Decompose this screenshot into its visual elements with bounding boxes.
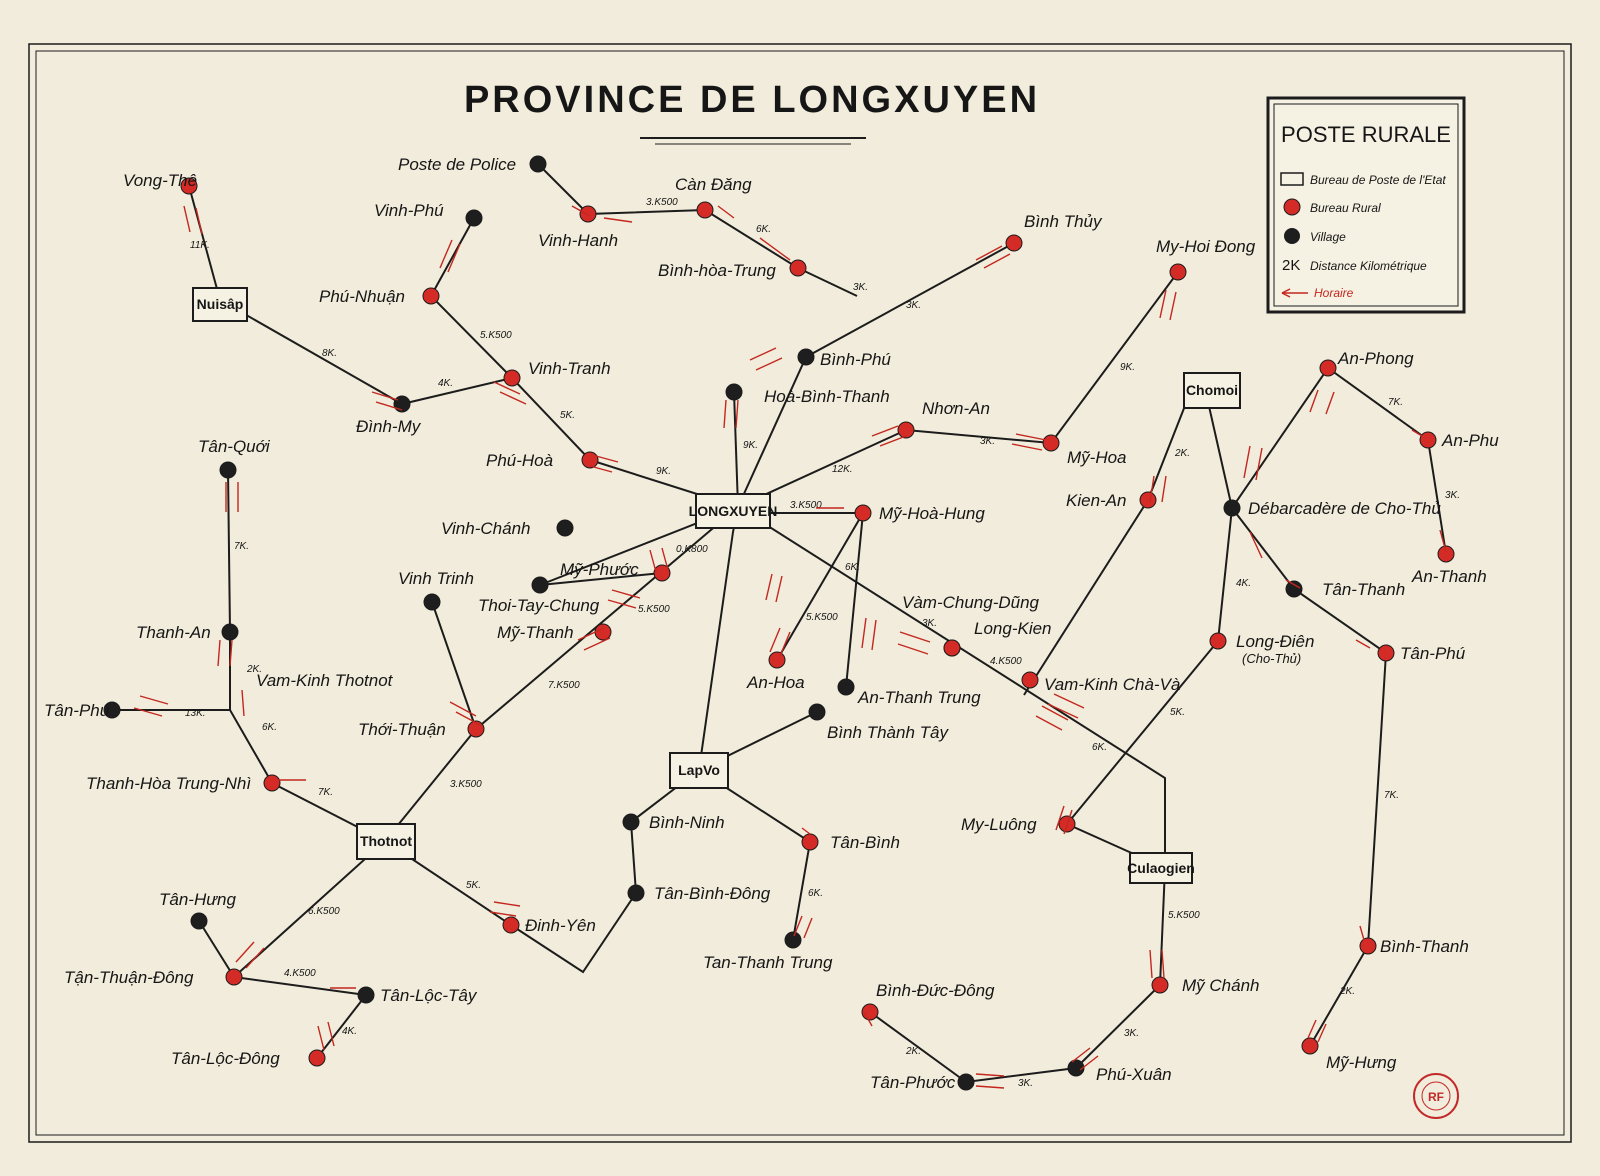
distance-label: 5.K500	[480, 330, 512, 341]
place-label: Tân-Lộc-Tây	[380, 986, 477, 1005]
village-dot	[785, 932, 801, 948]
place-label: Vam-Kinh Thotnot	[256, 671, 393, 690]
place-label: Kien-An	[1066, 491, 1127, 510]
place-label: An-Phu	[1442, 431, 1499, 450]
village-dot	[530, 156, 546, 172]
bureau-rural-dot	[944, 640, 960, 656]
distance-label: 0.K800	[676, 544, 708, 555]
place-vam-kinh-thotnot	[256, 671, 394, 690]
village-dot	[838, 679, 854, 695]
distance-label: 6K.	[845, 562, 861, 573]
village-dot	[557, 520, 573, 536]
place-label: Bình-hòa-Trung	[658, 261, 776, 280]
stamp-text: RF	[1428, 1090, 1444, 1104]
place-label: Thanh-Hòa Trung-Nhì	[86, 774, 252, 793]
bureau-rural-dot	[769, 652, 785, 668]
place-label: My-Hoi Đong	[1156, 237, 1256, 256]
place-label: Vàm-Chung-Dũng	[902, 593, 1040, 612]
village-dot	[358, 987, 374, 1003]
distance-label: 3.K500	[646, 197, 678, 208]
place-label: Tân-Bình-Đông	[654, 884, 771, 903]
place-debarcadere-de-cho-thu[interactable]	[1224, 499, 1441, 518]
distance-label: 4.K500	[990, 656, 1022, 667]
place-label: Thanh-An	[136, 623, 211, 642]
place-label: Bình Thành Tây	[827, 723, 948, 742]
legend	[1268, 98, 1464, 312]
distance-label: 7K.	[234, 541, 250, 552]
place-label: An-Thanh Trung	[858, 688, 981, 707]
distance-label: 2K.	[906, 1046, 922, 1057]
office-chomoi[interactable]	[1184, 373, 1240, 408]
distance-label: 6K.	[756, 224, 772, 235]
village-dot	[220, 462, 236, 478]
place-label: Vong-Thê	[123, 171, 198, 190]
place-label: Poste de Police	[398, 155, 517, 174]
office-nuisap[interactable]	[193, 288, 247, 321]
legend-item-label: Bureau de Poste de l'Etat	[1310, 173, 1446, 187]
bureau-rural-dot	[582, 452, 598, 468]
place-label: Mỹ-Hoà-Hung	[879, 504, 985, 523]
place-label: Vam-Kinh Chà-Và	[1044, 675, 1181, 694]
distance-label: 7K.	[1384, 790, 1400, 801]
svg-text:LONGXUYEN: LONGXUYEN	[688, 503, 778, 519]
place-label: Mỹ Chánh	[1182, 976, 1260, 995]
bureau-rural-dot	[802, 834, 818, 850]
distance-label: 4K.	[1236, 578, 1252, 589]
place-label: Tân-Bình	[830, 833, 900, 852]
place-label: Tận-Thuận-Đông	[64, 968, 194, 987]
map-title: PROVINCE DE LONGXUYEN	[463, 79, 1041, 121]
bureau-rural-dot	[504, 370, 520, 386]
place-label: Long-Điên	[1236, 632, 1315, 651]
village-dot	[222, 624, 238, 640]
village-dot	[532, 577, 548, 593]
place-label: Tân-Quới	[198, 437, 270, 456]
bureau-rural-dot	[855, 505, 871, 521]
place-label: Vinh Trinh	[398, 569, 474, 588]
place-label: Vinh-Hanh	[538, 231, 619, 250]
bureau-rural-dot	[697, 202, 713, 218]
office-culaogien[interactable]	[1127, 853, 1195, 883]
place-label: Bình-Ninh	[649, 813, 725, 832]
place-label: Thoi-Tay-Chung	[478, 596, 600, 615]
village-dot	[628, 885, 644, 901]
distance-label: 3K.	[1124, 1028, 1140, 1039]
place-label: Vinh-Chánh	[441, 519, 531, 538]
distance-label: 3K.	[853, 282, 869, 293]
office-thotnot[interactable]	[357, 824, 415, 859]
bureau-rural-dot	[1152, 977, 1168, 993]
distance-label: 3.K500	[790, 500, 822, 511]
place-label: My-Luông	[961, 815, 1037, 834]
village-dot	[809, 704, 825, 720]
place-label: Vinh-Tranh	[528, 359, 611, 378]
bureau-rural-dot	[1210, 633, 1226, 649]
bureau-rural-dot	[1022, 672, 1038, 688]
place-label: Phú-Xuân	[1096, 1065, 1172, 1084]
legend-distance-symbol: 2K	[1282, 257, 1301, 274]
bureau-rural-dot	[503, 917, 519, 933]
bureau-rural-dot	[226, 969, 242, 985]
distance-label: 4K.	[342, 1026, 358, 1037]
place-label: An-Thanh	[1412, 567, 1487, 586]
distance-label: 8K.	[322, 348, 338, 359]
place-label: Vinh-Phú	[374, 201, 444, 220]
legend-black-dot	[1284, 228, 1300, 244]
distance-label: 5.K500	[638, 604, 670, 615]
place-label: Càn Đăng	[675, 175, 752, 194]
place-label: Tân-Phước	[870, 1073, 956, 1092]
distance-label: 6K.	[1092, 742, 1108, 753]
distance-label: 6K.	[262, 722, 278, 733]
distance-label: 3.K500	[450, 779, 482, 790]
place-label: Tân-Lộc-Đông	[171, 1049, 280, 1068]
place-cho-thu	[1242, 651, 1301, 666]
bureau-rural-dot	[1320, 360, 1336, 376]
place-label: Mỹ-Hưng	[1326, 1053, 1397, 1072]
bureau-rural-dot	[595, 624, 611, 640]
village-dot	[1286, 581, 1302, 597]
place-label: Đình-My	[356, 417, 421, 436]
place-label: Bình-Phú	[820, 350, 891, 369]
distance-label: 7K.	[1388, 397, 1404, 408]
distance-label: 2K.	[247, 664, 263, 675]
legend-item-label: Distance Kilométrique	[1310, 259, 1427, 273]
office-lapvo[interactable]	[670, 753, 728, 788]
place-label: An-Hoa	[747, 673, 805, 692]
bureau-rural-dot	[309, 1050, 325, 1066]
village-dot	[958, 1074, 974, 1090]
distance-label: 5K.	[1170, 707, 1186, 718]
place-label: An-Phong	[1338, 349, 1414, 368]
place-label: Tân-Phú	[44, 701, 110, 720]
place-label: Bình-Thanh	[1380, 937, 1469, 956]
legend-item-label: Bureau Rural	[1310, 201, 1381, 215]
bureau-rural-dot	[790, 260, 806, 276]
distance-label: 3K.	[906, 300, 922, 311]
place-label: Long-Kien	[974, 619, 1052, 638]
place-label: Thới-Thuận	[358, 720, 446, 739]
place-vam-kinh-cha-va[interactable]	[1022, 672, 1180, 694]
svg-text:Thotnot: Thotnot	[359, 833, 413, 849]
bureau-rural-dot	[1378, 645, 1394, 661]
bureau-rural-dot	[423, 288, 439, 304]
distance-label: 5.K500	[1168, 910, 1200, 921]
village-dot	[1224, 500, 1240, 516]
place-label: Mỹ-Hoa	[1067, 448, 1127, 467]
village-dot	[466, 210, 482, 226]
distance-label: 7.K500	[548, 680, 580, 691]
bureau-rural-dot	[264, 775, 280, 791]
place-label: Tan-Thanh Trung	[703, 953, 833, 972]
distance-label: 2K.	[1175, 448, 1191, 459]
bureau-rural-dot	[1360, 938, 1376, 954]
bureau-rural-dot	[580, 206, 596, 222]
village-dot	[191, 913, 207, 929]
distance-label: 9K.	[743, 440, 759, 451]
place-label: Tân-Hưng	[159, 890, 236, 909]
distance-label: 9K.	[1120, 362, 1136, 373]
place-label: Phú-Hoà	[486, 451, 554, 470]
bureau-rural-dot	[1438, 546, 1454, 562]
bureau-rural-dot	[1140, 492, 1156, 508]
svg-text:Nuisâp: Nuisâp	[196, 296, 244, 312]
place-label: Bình Thủy	[1024, 212, 1102, 231]
place-tan-phu[interactable]	[44, 701, 120, 720]
distance-label: 4K.	[438, 378, 454, 389]
legend-title: POSTE RURALE	[1281, 122, 1451, 147]
legend-item-label: Village	[1310, 230, 1346, 244]
distance-label: 3K.	[922, 618, 938, 629]
place-thanh-hoa-trung-nhi[interactable]	[86, 774, 280, 793]
village-dot	[726, 384, 742, 400]
place-label: Tân-Phú	[1400, 644, 1466, 663]
bureau-rural-dot	[898, 422, 914, 438]
distance-label: 6K.	[808, 888, 824, 899]
bureau-rural-dot	[1170, 264, 1186, 280]
distance-label: 2K.	[1340, 986, 1356, 997]
distance-label: 3K.	[1445, 490, 1461, 501]
distance-label: 5K.	[466, 880, 482, 891]
place-label: Phú-Nhuận	[319, 287, 406, 306]
place-label: Nhơn-An	[922, 399, 990, 418]
distance-label: 13K.	[185, 708, 206, 719]
bureau-rural-dot	[1043, 435, 1059, 451]
place-label: Mỹ-Thanh	[497, 623, 574, 642]
place-label: Mỹ-Phước	[560, 560, 639, 579]
village-dot	[424, 594, 440, 610]
office-longxuyen[interactable]	[689, 494, 778, 528]
village-dot	[798, 349, 814, 365]
distance-label: 3K.	[980, 436, 996, 447]
svg-text:Culaogien: Culaogien	[1127, 860, 1195, 876]
place-label: Bình-Đức-Đông	[876, 981, 995, 1000]
distance-label: 9K.	[656, 466, 672, 477]
svg-text:Chomoi: Chomoi	[1185, 382, 1239, 398]
legend-red-dot	[1284, 199, 1300, 215]
place-label: (Cho-Thủ)	[1242, 651, 1302, 666]
place-label: Débarcadère de Cho-Thủ	[1248, 499, 1441, 518]
place-an-phu[interactable]	[1420, 431, 1499, 450]
distance-label: 12K.	[832, 464, 853, 475]
distance-label: 3K.	[1018, 1078, 1034, 1089]
distance-label: 6.K500	[308, 906, 340, 917]
distance-label: 7K.	[318, 787, 334, 798]
bureau-rural-dot	[1302, 1038, 1318, 1054]
bureau-rural-dot	[1006, 235, 1022, 251]
legend-item-label: Horaire	[1314, 286, 1354, 300]
place-label: Đinh-Yên	[525, 916, 596, 935]
place-label: Hoà-Bình-Thanh	[764, 387, 890, 406]
distance-label: 5K.	[560, 410, 576, 421]
distance-label: 5.K500	[806, 612, 838, 623]
svg-text:LapVo: LapVo	[678, 762, 720, 778]
village-dot	[623, 814, 639, 830]
place-label: Tân-Thanh	[1322, 580, 1406, 599]
distance-label: 4.K500	[284, 968, 316, 979]
distance-label: 11K.	[190, 240, 210, 251]
bureau-rural-dot	[1420, 432, 1436, 448]
